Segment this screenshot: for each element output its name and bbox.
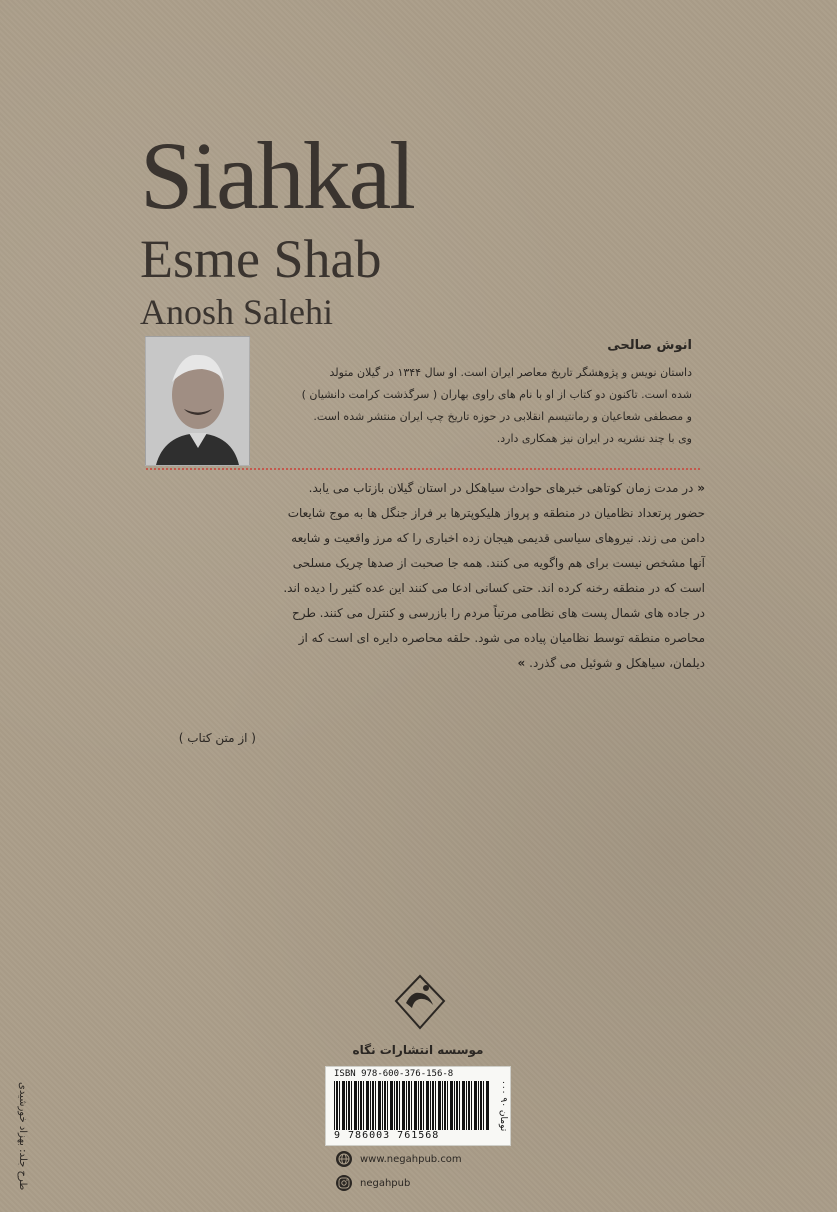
- excerpt-text: دیلمان، سیاهکل و شوئیل می گذرد.: [529, 656, 705, 670]
- excerpt-line: حضور پرتعداد نظامیان در منطقه و پرواز هلیکوپترها بر فراز جنگل ها به موج شایعات: [287, 506, 705, 520]
- globe-icon: [336, 1151, 352, 1167]
- excerpt-line: آنها مشخص نیست برای هم واگویه می کنند. همه جا صحبت از صدها چریک مسلحی: [292, 556, 705, 570]
- book-title: Siahkal: [140, 122, 414, 229]
- quote-open-mark: «: [697, 481, 705, 495]
- excerpt-source: ( از متن کتاب ): [178, 731, 256, 745]
- dotted-divider: [145, 468, 702, 470]
- author-name: انوش صالحی: [607, 338, 692, 353]
- negah-logo-icon: [393, 974, 447, 1030]
- book-excerpt: [145, 476, 705, 676]
- excerpt-text: در مدت زمان کوتاهی خبرهای حوادث سیاهکل در استان گیلان بازتاب می یابد.: [308, 481, 694, 495]
- instagram-icon: [336, 1175, 352, 1191]
- book-subtitle: Esme Shab: [140, 229, 382, 289]
- barcode-bars: [334, 1081, 490, 1130]
- isbn-label: ISBN 978-600-376-156-8: [334, 1069, 454, 1079]
- bio-line: و مصطفی شعاعیان و رمانتیسم انقلابی در حوزه تاریخ چپ ایران منتشر شده است.: [313, 410, 692, 423]
- bio-line: شده است. تاکنون دو کتاب از او با نام های راوی بهاران ( سرگذشت کرامت دانشیان ): [301, 388, 692, 401]
- barcode-digits: 9 786003 761568: [334, 1130, 440, 1141]
- price-label: ۰۰۰ ۹۰ تومان: [498, 1080, 508, 1132]
- excerpt-line: [145, 651, 705, 676]
- author-photo: [145, 336, 250, 466]
- website-link[interactable]: www.negahpub.com: [360, 1153, 462, 1165]
- bio-line: وی با چند نشریه در ایران نیز همکاری دارد.: [496, 432, 692, 445]
- excerpt-line: است که در منطقه رخنه کرده اند. حتی کسانی ادعا می کنند این عده کثیر را دیده اند.: [283, 581, 705, 595]
- author-latin-name: Anosh Salehi: [140, 292, 333, 332]
- author-portrait-icon: [146, 337, 249, 465]
- publisher-name: موسسه انتشارات نگاه: [352, 1043, 484, 1057]
- excerpt-line: دامن می زند. نیروهای سیاسی قدیمی هیجان زده اخباری را که مرز واقعیت و شایعه: [291, 531, 705, 545]
- website-contact: [336, 1151, 462, 1167]
- quote-close-mark: »: [517, 656, 526, 670]
- instagram-handle[interactable]: negahpub: [360, 1177, 411, 1189]
- excerpt-line: [145, 476, 705, 501]
- excerpt-line: محاصره منطقه توسط نظامیان پیاده می شود. حلقه محاصره دایره ای است که از: [298, 631, 705, 645]
- barcode-box: [325, 1066, 511, 1146]
- excerpt-line: در جاده های شمال پست های نظامی مرتباً مردم را بازرسی و کنترل می کنند. طرح: [291, 606, 705, 620]
- designer-credit: طرح جلد: بهزاد خورشیدی: [17, 1081, 28, 1190]
- title-block: [140, 122, 560, 332]
- author-bio: [252, 362, 692, 450]
- bio-line: داستان نویس و پژوهشگر تاریخ معاصر ایران است. او سال ۱۳۴۴ در گیلان متولد: [329, 366, 692, 379]
- instagram-contact: [336, 1175, 410, 1191]
